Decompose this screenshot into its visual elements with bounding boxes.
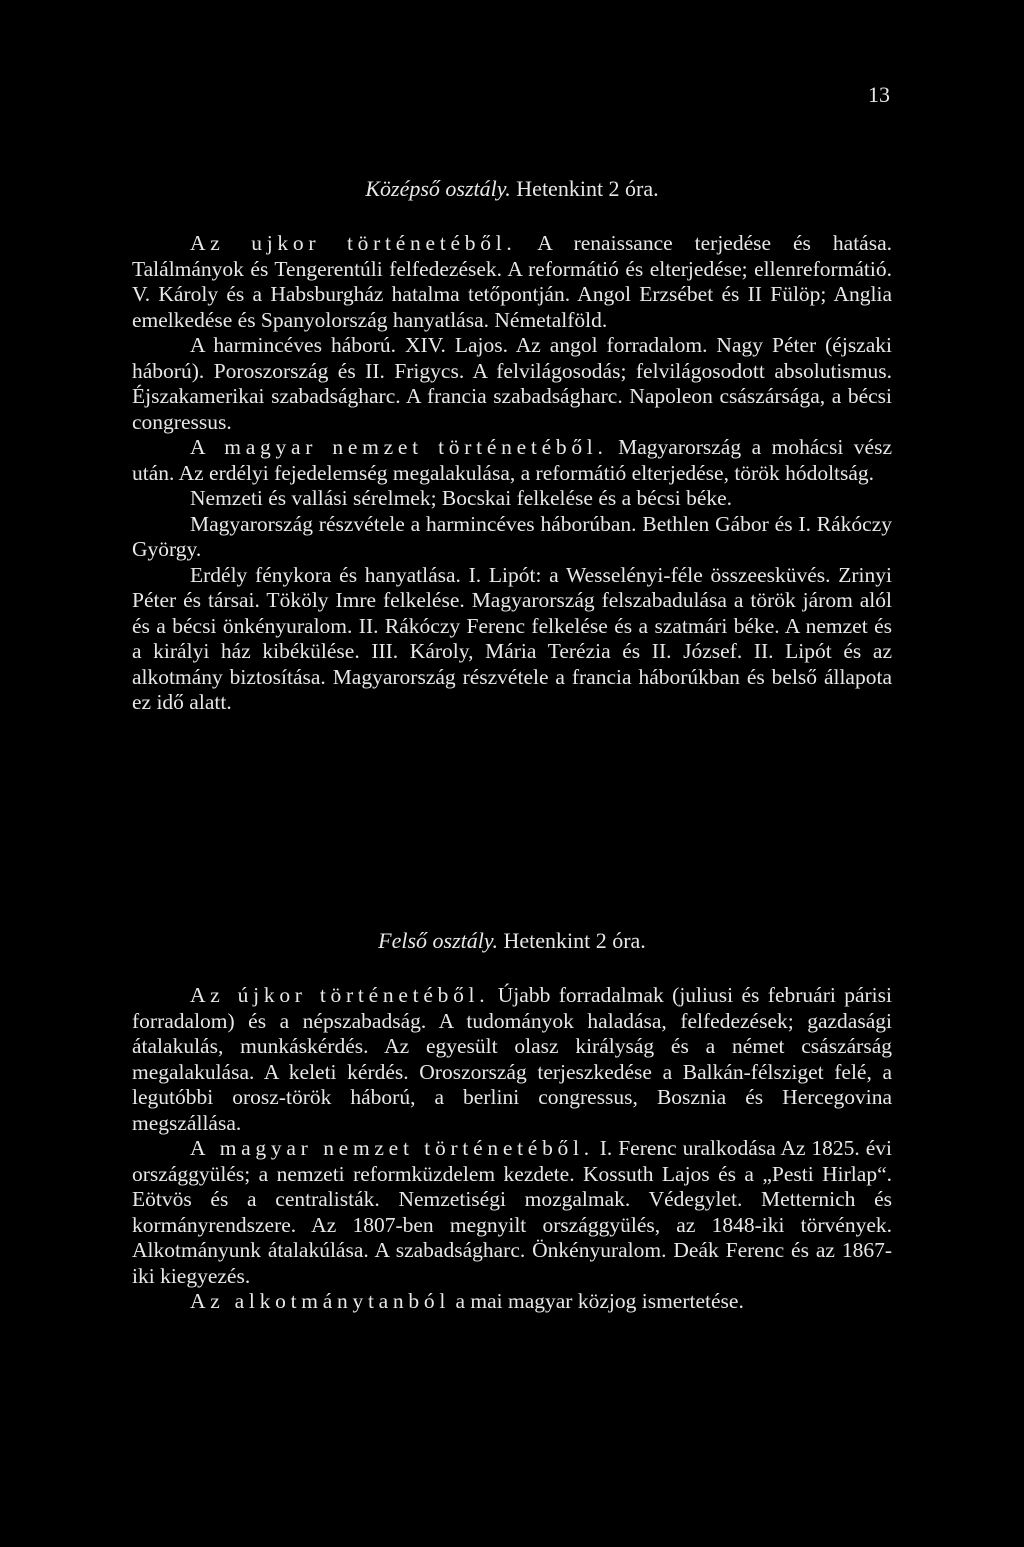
- section-body-felso: [132, 983, 892, 1315]
- paragraph: [132, 563, 892, 716]
- section-title-italic: Felső osztály.: [378, 928, 498, 953]
- paragraph-text: Erdély fénykora és hanyatlása. I. Lipót: a Wesselényi-féle összeesküvés. Zrinyi Péter és társai. Tököly Imre felkelése. Magyarország felszabadulása a török járom alól és a bécsi önkényuralom. II. Rákóczy Ferenc felkelése és a szatmári béke. A nemzet és a királyi ház kibékülése. III. Károly, Mária Terézia és II. József. II. Lipót és az alkotmány biztosítása. Magyarország részvétele a francia háborúkban és belső állapota ez idő alatt.: [132, 562, 892, 714]
- paragraph: [132, 1136, 892, 1289]
- section-title-rest: Hetenkint 2 óra.: [510, 176, 659, 201]
- section-title-rest: Hetenkint 2 óra.: [497, 928, 646, 953]
- paragraph: [132, 983, 892, 1136]
- paragraph-spaced-heading: A magyar nemzet történetéből.: [190, 435, 608, 459]
- paragraph-text: I. Ferenc uralkodása Az 1825. évi országgyülés; a nemzeti reformküzdelem kezdete. Kossuth Lajos és a „Pesti Hirlap“. Eötvös és a centralisták. Nemzetiségi mozgalmak. Védegylet. Metternich és kormányrendszere. Az 1807-ben megnyilt országgyülés, az 1848-iki törvények. Alkotmányunk átalakúlása. A szabadságharc. Önkényuralom. Deák Ferenc és az 1867-iki kiegyezés.: [132, 1136, 892, 1288]
- paragraph: [132, 231, 892, 333]
- paragraph-text: Magyarország a mohácsi vész után. Az erdélyi fejedelemség megalakulása, a reformátió elterjedése, török hódoltság.: [132, 435, 892, 485]
- paragraph-text: A renaissance terjedése és hatása. Találmányok és Tengerentúli felfedezések. A reformátió és elterjedése; ellenreformátió. V. Károly és a Habsburgház hatalma tetőpontján. Angol Erzsébet és II Fülöp; Anglia emelkedése és Spanyolország hanyatlása. Németalföld.: [132, 231, 892, 332]
- page-number: 13: [868, 82, 890, 107]
- section-title-italic: Középső osztály.: [365, 176, 511, 201]
- paragraph: [132, 333, 892, 435]
- paragraph-text: A harmincéves háború. XIV. Lajos. Az angol forradalom. Nagy Péter (éjszaki háború). Poroszország és II. Frigycs. A felvilágosodás; felvilágosodott absolutismus. Éjszakamerikai szabadságharc. A francia szabadságharc. Napoleon császársága, a bécsi congressus.: [132, 333, 892, 434]
- paragraph: [132, 486, 892, 512]
- paragraph-spaced-heading: A magyar nemzet történetéből.: [190, 1136, 594, 1160]
- paragraph-spaced-heading: Az újkor történetéből.: [190, 983, 490, 1007]
- section-heading-felso: [0, 928, 1024, 954]
- section-body-kozepso: [132, 231, 892, 716]
- section-heading-kozepso: [0, 176, 1024, 202]
- paragraph-text: a mai magyar közjog ismertetése.: [450, 1289, 744, 1313]
- paragraph-text: Magyarország részvétele a harmincéves háborúban. Bethlen Gábor és I. Rákóczy György.: [132, 511, 892, 561]
- paragraph: [132, 512, 892, 563]
- paragraph-spaced-heading: Az alkotmánytanból: [190, 1289, 451, 1313]
- paragraph-text: Nemzeti és vallási sérelmek; Bocskai felkelése és a bécsi béke.: [190, 486, 733, 510]
- paragraph-spaced-heading: Az ujkor történetéből.: [190, 231, 517, 255]
- paragraph-text: Újabb forradalmak (juliusi és februári párisi forradalom) és a népszabadság. A tudományok haladása, felfedezések; gazdasági átalakulás, munkáskérdés. Az egyesült olasz királyság és a német császárság megalakulása. A keleti kérdés. Oroszország terjeszkedése a Balkán-félsziget felé, a legutóbbi orosz-török háború, a berlini congressus, Bosznia és Hercegovina megszállása.: [132, 983, 892, 1135]
- paragraph: [132, 435, 892, 486]
- paragraph: [132, 1289, 892, 1315]
